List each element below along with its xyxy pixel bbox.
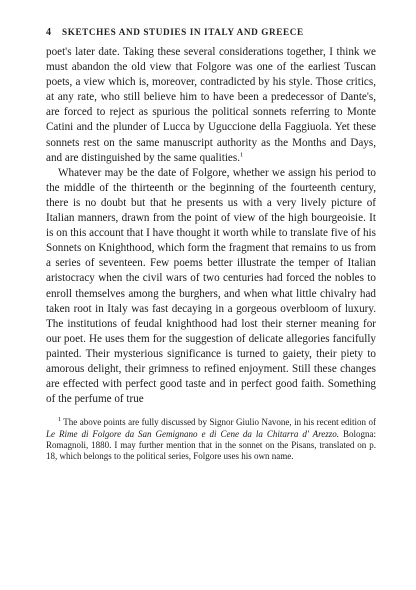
footnote-text-2: Bologna: Romagnoli, 1880. I may further mention that in the sonnet on the Pisans, translated on p. 18, which belongs to the political series, Folgore uses his own name.: [46, 428, 377, 462]
running-title: SKETCHES AND STUDIES IN ITALY AND GREECE: [62, 27, 304, 37]
footnote-mark: 1: [58, 416, 62, 424]
paragraph-2: Whatever may be the date of Folgore, whether we assign his period to the middle of the thirteenth or the beginning of the fourteenth century, there is no doubt but that he presents us with a very lively picture of Italian manners, drawn from the point of view of the high bourgeoisie. It is on this account that I have thought it worth while to translate five of his Sonnets on Knighthood, which form the fragment that remains to us from a series of seventeen. Few poems better illustrate the temper of Italian aristocracy when the civil wars of two centuries had forced the nobles to enroll themselves among the burghers, and when what little chivalry had taken root in Italy was fast decaying in a gorgeous overbloom of luxury. The institutions of feudal knighthood had lost their sterner meaning for our poet. He uses them for the suggestion of delicate allegories fancifully painted. Their mysterious significance is turned to gaiety, their piety to amorous delight, their grimness to refined enjoyment. Still these changes are effected with perfect good taste and in perfect good faith. Something of the perfume of true: [46, 166, 376, 406]
book-page: [46, 26, 376, 463]
paragraph-1: [46, 45, 376, 166]
body-text: [46, 45, 376, 407]
paragraph-1-text: poet's later date. Taking these several considerations together, I think we must abandon the old view that Folgore was one of the earliest Tuscan poets, a view which is, moreover, contradicted by his style. Those critics, at any rate, who still believe him to have been a predecessor of Dante's, are forced to reject as spurious the political sonnets referring to Monte Catini and the plunder of Lucca by Uguccione della Faggiuola. Yet these sonnets rest on the same manuscript authority as the Months and Days, and are distinguished by the same qualities.: [46, 46, 376, 164]
running-head: [46, 26, 376, 42]
footnote-book-title: Le Rime di Folgore da San Gemignano e di Cene da la Chitarra d' Arezzo.: [46, 428, 340, 439]
footnote: [46, 417, 376, 463]
footnote-text-1: The above points are fully discussed by Signor Giulio Navone, in his recent edition of: [63, 417, 376, 428]
footnote-reference: 1: [240, 150, 244, 158]
page-number: 4: [46, 27, 52, 38]
